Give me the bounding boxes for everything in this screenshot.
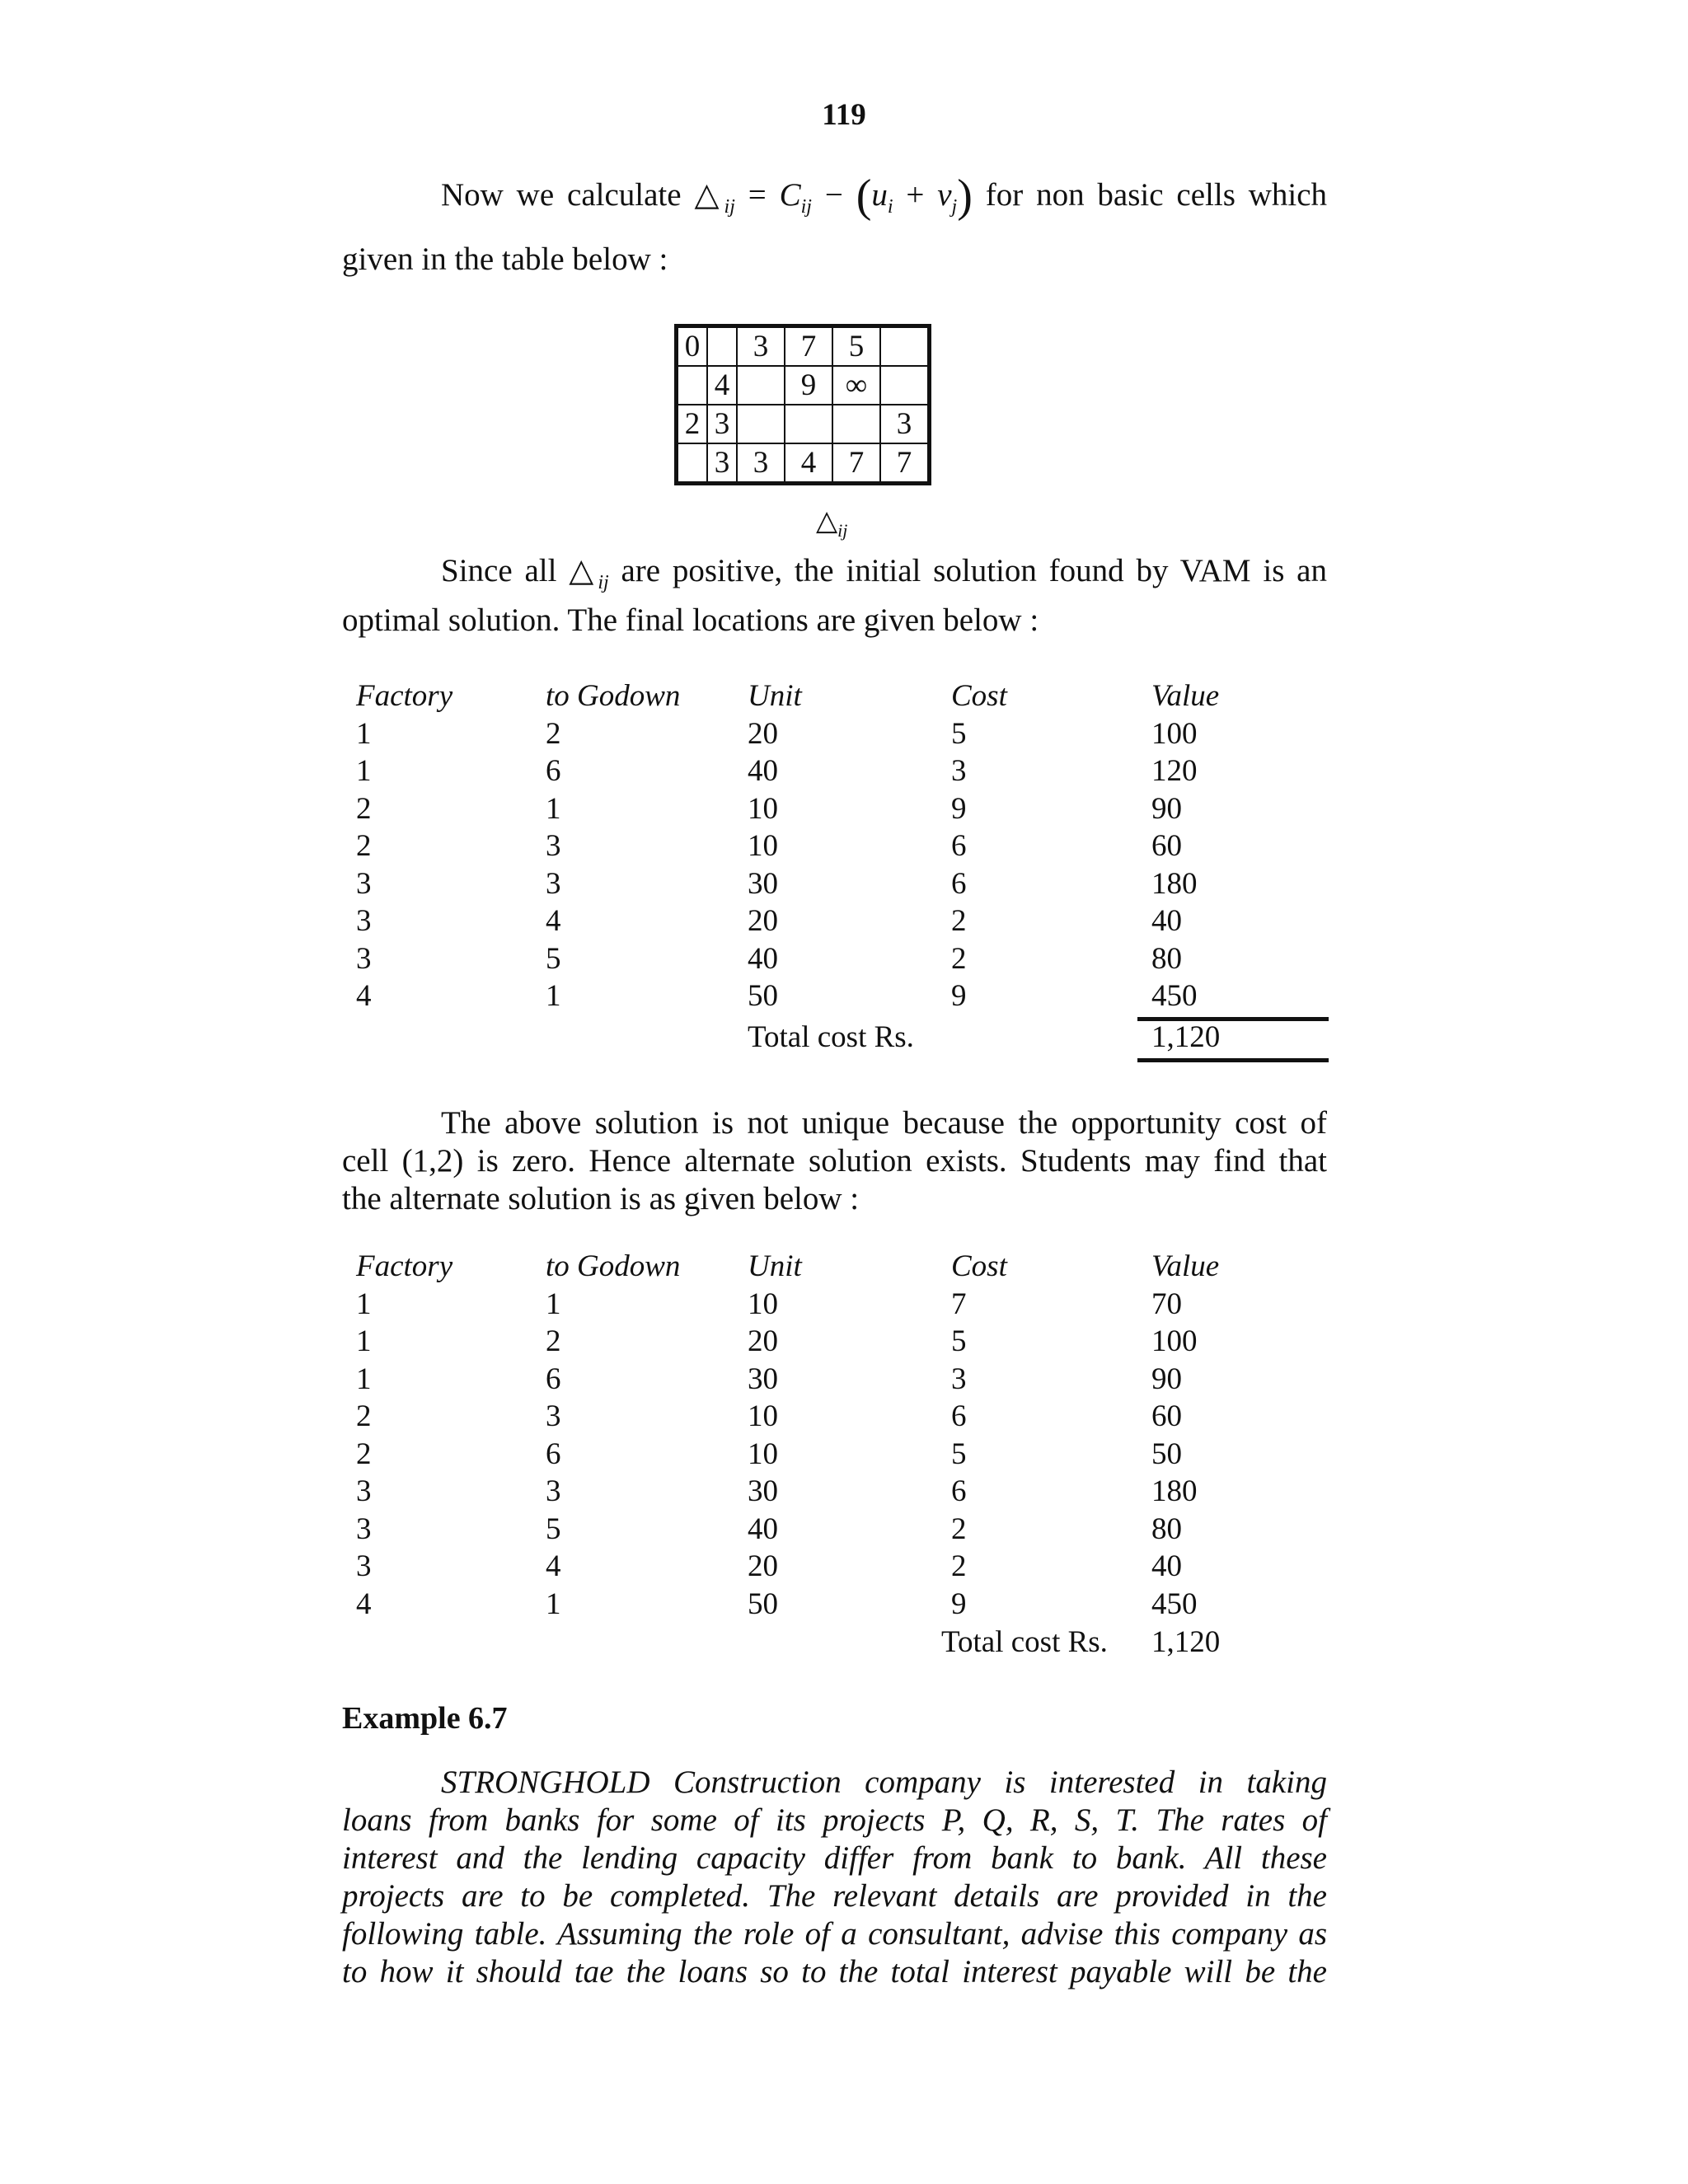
- table-cell: 1: [546, 979, 561, 1013]
- intro-trail: for non basic cells which: [985, 177, 1328, 213]
- intro-line-1: [342, 171, 1328, 226]
- delta-grid-cell: 4: [785, 443, 832, 484]
- delta-grid-cell: [737, 405, 785, 443]
- table-cell: 5: [546, 941, 561, 976]
- formula-u-sub: i: [887, 196, 893, 218]
- table-cell: 50: [1151, 1436, 1182, 1471]
- alt-line-2: cell (1,2) is zero. Hence alternate solution exists. Students may find that: [342, 1143, 1327, 1179]
- optimal-line-1: [342, 552, 1327, 602]
- table-cell: 20: [748, 1324, 778, 1358]
- delta-grid-cell: [785, 405, 832, 443]
- table-cell: 180: [1151, 1474, 1198, 1508]
- table-cell: 7: [951, 1286, 967, 1321]
- delta-grid-cell: 9: [785, 366, 832, 405]
- table-cell: 1: [546, 1286, 561, 1321]
- delta-grid-caption: [816, 504, 847, 541]
- table-cell: 60: [1151, 829, 1182, 863]
- table-cell: 5: [951, 1324, 967, 1358]
- table-cell: 6: [951, 1474, 967, 1508]
- formula-equals: =: [748, 177, 767, 213]
- table-cell: 4: [356, 979, 372, 1013]
- formula-minus: −: [824, 177, 843, 213]
- delta-grid-cell: [832, 405, 880, 443]
- table-cell: 450: [1151, 979, 1198, 1013]
- formula-v-sub: j: [951, 196, 958, 218]
- table-cell: 30: [748, 1361, 778, 1396]
- table-cell: 6: [546, 754, 561, 788]
- example-line: interest and the lending capacity differ from bank to bank. All these: [342, 1840, 1327, 1876]
- table2-total-label: Total cost Rs.: [941, 1625, 1108, 1659]
- page-number: 119: [822, 98, 866, 132]
- example-title: Example 6.7: [342, 1701, 508, 1736]
- delta-grid-cell: 3: [737, 443, 785, 484]
- table-cell: 4: [546, 1549, 561, 1583]
- alt-line-1-text: The above solution is not unique because the opportunity cost of: [441, 1105, 1327, 1141]
- table-cell: 10: [748, 1399, 778, 1433]
- table1-total-value: 1,120: [1151, 1020, 1221, 1054]
- example-paragraph: [342, 1764, 1327, 1991]
- table-cell: 5: [951, 1436, 967, 1471]
- table-cell: 2: [356, 829, 372, 863]
- table-cell: 40: [1151, 904, 1182, 938]
- delta-grid-cell: 7: [785, 326, 832, 367]
- table-cell: 1: [546, 1586, 561, 1621]
- table-cell: 50: [748, 979, 778, 1013]
- delta-grid-cell: 5: [832, 326, 880, 367]
- table-cell: 100: [1151, 716, 1198, 751]
- table-cell: 80: [1151, 941, 1182, 976]
- delta-grid-cell: 3: [737, 326, 785, 367]
- table-cell: 1: [356, 1286, 372, 1321]
- table-cell: 2: [951, 941, 967, 976]
- table-cell: 3: [546, 829, 561, 863]
- table-cell: 2: [356, 1399, 372, 1433]
- optimal-paragraph: [342, 552, 1327, 640]
- table-cell: 2: [546, 1324, 561, 1358]
- table-cell: 9: [951, 791, 967, 826]
- table-cell: 30: [748, 866, 778, 901]
- caption-delta: △: [816, 506, 838, 537]
- table-cell: 2: [356, 1436, 372, 1471]
- column-header: Value: [1151, 679, 1220, 713]
- table-cell: 3: [546, 866, 561, 901]
- alternate-paragraph: [342, 1104, 1327, 1218]
- optimal-line-2: optimal solution. The final locations are given below :: [342, 602, 1039, 638]
- table-cell: 3: [356, 1474, 372, 1508]
- table-cell: 3: [951, 1361, 967, 1396]
- table-cell: 3: [546, 1474, 561, 1508]
- column-header: Value: [1151, 1249, 1220, 1283]
- delta-symbol: △: [694, 177, 724, 213]
- table-cell: 5: [546, 1511, 561, 1546]
- table-cell: 1: [356, 716, 372, 751]
- table-cell: 40: [1151, 1549, 1182, 1583]
- delta-grid-cell: 0: [677, 326, 708, 367]
- table-cell: 1: [356, 1324, 372, 1358]
- delta-grid-row: [677, 443, 930, 484]
- delta-grid-row: [677, 405, 930, 443]
- table-cell: 40: [748, 941, 778, 976]
- table-cell: 3: [546, 1399, 561, 1433]
- delta-grid-cell: 3: [707, 443, 737, 484]
- table-cell: 10: [748, 791, 778, 826]
- delta-grid-row: [677, 326, 930, 367]
- column-header: Factory: [356, 679, 453, 713]
- column-header: Unit: [748, 1249, 802, 1283]
- table-cell: 1: [356, 1361, 372, 1396]
- table-cell: 6: [951, 829, 967, 863]
- delta-grid-cell: [737, 366, 785, 405]
- column-header: Unit: [748, 679, 802, 713]
- table-cell: 450: [1151, 1586, 1198, 1621]
- column-header: Cost: [951, 1249, 1007, 1283]
- caption-sub: ij: [837, 520, 848, 541]
- table-cell: 20: [748, 904, 778, 938]
- table-cell: 5: [951, 716, 967, 751]
- table-cell: 10: [748, 1286, 778, 1321]
- example-line: projects are to be completed. The relevant details are provided in the: [342, 1878, 1327, 1914]
- table-cell: 9: [951, 1586, 967, 1621]
- formula-c-sub: ij: [800, 196, 812, 218]
- table-cell: 120: [1151, 754, 1198, 788]
- table-cell: 6: [546, 1436, 561, 1471]
- table-cell: 10: [748, 829, 778, 863]
- intro-lead: Now we calculate: [441, 177, 682, 213]
- delta-grid-cell: 7: [880, 443, 930, 484]
- table-cell: 30: [748, 1474, 778, 1508]
- table-cell: 2: [951, 904, 967, 938]
- table-cell: 2: [546, 716, 561, 751]
- delta-grid-cell: [677, 443, 708, 484]
- delta-grid-cell: [677, 366, 708, 405]
- intro-paragraph: [342, 171, 1328, 279]
- table-cell: 6: [546, 1361, 561, 1396]
- table1-total-label: Total cost Rs.: [748, 1020, 914, 1054]
- column-header: Cost: [951, 679, 1007, 713]
- table-cell: 2: [356, 791, 372, 826]
- delta-grid-row: [677, 366, 930, 405]
- total-rule-bottom: [1137, 1058, 1329, 1062]
- example-line: STRONGHOLD Construction company is interested in taking: [441, 1765, 1327, 1800]
- table-cell: 90: [1151, 791, 1182, 826]
- table-cell: 60: [1151, 1399, 1182, 1433]
- formula-u: u: [871, 177, 888, 213]
- table-cell: 3: [356, 866, 372, 901]
- table-cell: 40: [748, 754, 778, 788]
- column-header: Factory: [356, 1249, 453, 1283]
- delta-grid-cell: 4: [707, 366, 737, 405]
- table-cell: 3: [356, 1511, 372, 1546]
- table-cell: 40: [748, 1511, 778, 1546]
- table-cell: 90: [1151, 1361, 1182, 1396]
- table-cell: 20: [748, 1549, 778, 1583]
- example-line: to how it should tae the loans so to the total interest payable will be the: [342, 1954, 1327, 1990]
- table-cell: 1: [356, 754, 372, 788]
- optimal-a: Since all: [441, 553, 557, 588]
- table-cell: 4: [546, 904, 561, 938]
- optimal-delta: △: [569, 553, 598, 588]
- table-cell: 3: [356, 904, 372, 938]
- formula-sub-ij: ij: [724, 196, 735, 218]
- delta-grid-cell: 7: [832, 443, 880, 484]
- formula-v: v: [937, 177, 952, 213]
- delta-formula: $\triangle_{ij} = C_{ij} - (u_i + v_j)$: [694, 171, 973, 222]
- delta-grid: [674, 324, 931, 485]
- delta-grid-cell: [707, 326, 737, 367]
- table-cell: 20: [748, 716, 778, 751]
- table-cell: 100: [1151, 1324, 1198, 1358]
- table2-total-value: 1,120: [1151, 1625, 1221, 1659]
- table-cell: 10: [748, 1436, 778, 1471]
- delta-grid-cell: 3: [707, 405, 737, 443]
- table-cell: 9: [951, 979, 967, 1013]
- column-header: to Godown: [546, 679, 681, 713]
- table-cell: 1: [546, 791, 561, 826]
- formula-plus: +: [906, 177, 925, 213]
- table-cell: 6: [951, 866, 967, 901]
- table-cell: 6: [951, 1399, 967, 1433]
- table-cell: 3: [951, 754, 967, 788]
- table-cell: 70: [1151, 1286, 1182, 1321]
- table-cell: 80: [1151, 1511, 1182, 1546]
- delta-grid-cell: [880, 366, 930, 405]
- delta-grid-cell: 3: [880, 405, 930, 443]
- table-cell: 4: [356, 1586, 372, 1621]
- table-cell: 3: [356, 941, 372, 976]
- table-cell: 50: [748, 1586, 778, 1621]
- column-header: to Godown: [546, 1249, 681, 1283]
- intro-line-2: given in the table below :: [342, 241, 668, 277]
- table-cell: 2: [951, 1549, 967, 1583]
- example-line: loans from banks for some of its projects P, Q, R, S, T. The rates of: [342, 1802, 1327, 1838]
- delta-grid-cell: 2: [677, 405, 708, 443]
- formula-c: C: [779, 177, 801, 213]
- table-cell: 2: [951, 1511, 967, 1546]
- table-cell: 180: [1151, 866, 1198, 901]
- delta-grid-cell: ∞: [832, 366, 880, 405]
- table-cell: 3: [356, 1549, 372, 1583]
- example-line: following table. Assuming the role of a consultant, advise this company as: [342, 1916, 1327, 1952]
- alt-line-3: the alternate solution is as given below :: [342, 1181, 860, 1216]
- optimal-b: are positive, the initial solution found by VAM is an: [621, 553, 1327, 588]
- delta-grid-cell: [880, 326, 930, 367]
- optimal-sub: ij: [598, 572, 609, 593]
- alt-line-1: [342, 1104, 1327, 1142]
